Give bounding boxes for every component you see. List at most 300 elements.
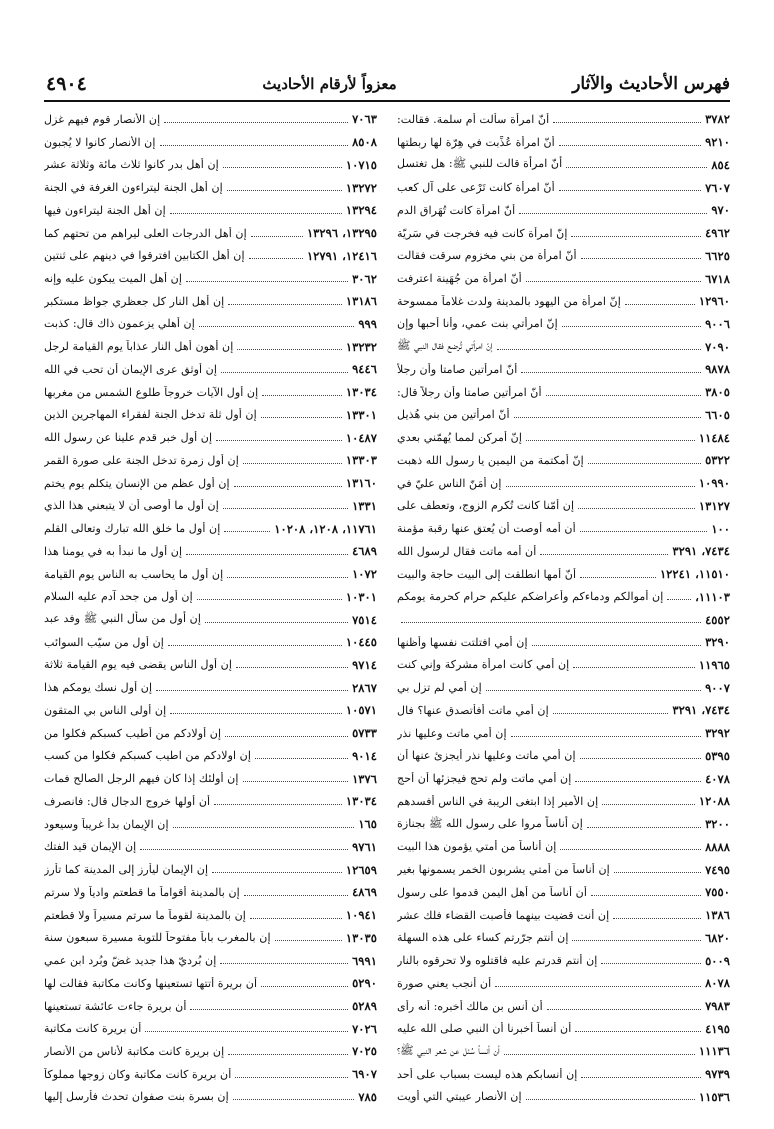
- hadith-ref-numbers: ٦٧١٨: [705, 271, 730, 286]
- hadith-ref-numbers: ١٠٧١٥: [345, 157, 377, 172]
- dot-leader: [532, 645, 702, 646]
- index-entry: [44, 131, 377, 154]
- hadith-text: إن أول زمرة تدخل الجنة على صورة القمر: [44, 453, 239, 467]
- hadith-ref-numbers: ٧٤٣٤، ٣٢٩١: [672, 544, 730, 559]
- hadith-text: إنّ أمكتمة من اليمين يا رسول الله ذهبت: [397, 453, 584, 467]
- hadith-ref-numbers: ١٣٣٠١: [345, 407, 377, 422]
- dot-leader: [205, 622, 348, 623]
- hadith-ref-numbers: ١٠٣٠١: [345, 589, 377, 604]
- hadith-ref-numbers: ٥٣٢٢: [705, 453, 730, 468]
- index-entry: [44, 1063, 377, 1086]
- hadith-ref-numbers: ١١١٠٣،: [695, 589, 730, 604]
- index-entry: [397, 472, 730, 495]
- dot-leader: [164, 122, 348, 123]
- hadith-ref-numbers: ١٠٩٤١: [345, 908, 377, 923]
- page-subtitle: معزواً لأرقام الأحاديث: [262, 75, 397, 93]
- hadith-ref-numbers: ١٣١٨٦: [345, 294, 377, 309]
- hadith-ref-numbers: ٥٧٣٣: [352, 726, 377, 741]
- index-entry: [397, 267, 730, 290]
- hadith-ref-numbers: ٦٦٠٥: [705, 407, 730, 422]
- dot-leader: [170, 713, 342, 714]
- index-entry: [44, 926, 377, 949]
- dot-leader: [224, 531, 270, 532]
- hadith-text: إن أهل بدر كانوا ثلاث مائة وثلاثة عشر: [44, 158, 219, 172]
- hadith-ref-numbers: ٤٦٨٩: [352, 544, 377, 559]
- dot-leader: [145, 1031, 348, 1032]
- hadith-text: إن أهل الجنة ليتراءون فيها: [44, 203, 166, 217]
- index-entry: [397, 767, 730, 790]
- hadith-text: أن أناساً من أهل اليمن قدموا على رسول: [397, 885, 587, 899]
- hadith-text: إنّ أمركن لمما يُهمّني بعدي: [397, 431, 522, 445]
- index-entry: [44, 494, 377, 517]
- hadith-ref-numbers: ٧٥١٤: [352, 612, 377, 627]
- hadith-ref-numbers: ٣٢٠٠: [705, 817, 730, 832]
- hadith-text: إن أول نسك يومكم هذا: [44, 681, 153, 695]
- index-entry: [44, 1017, 377, 1040]
- hadith-text: إن أول من سأل النبي ﷺ وفد عبد: [44, 612, 201, 626]
- dot-leader: [220, 963, 348, 964]
- dot-leader: [173, 827, 355, 828]
- hadith-text: إن بُرديّ هذا جديد غضّ وبُرد ابن عمي: [44, 954, 217, 968]
- hadith-ref-numbers: ٥٢٩٠: [352, 976, 377, 991]
- hadith-text: إن أموالكم ودماءكم وأعراضكم عليكم حرام كحرمة يومكم: [397, 590, 664, 604]
- dot-leader: [581, 258, 701, 259]
- hadith-ref-numbers: ٢٨٦٧: [352, 680, 377, 695]
- hadith-text: إنّ امرأة من اليهود بالمدينة ولدت غلاماً ممسوحة: [397, 294, 621, 308]
- hadith-text: إن أهل النار كل جعظري جواظ مستكبر: [44, 294, 225, 308]
- index-entry: [44, 381, 377, 404]
- dot-leader: [553, 122, 701, 123]
- dot-leader: [521, 372, 701, 373]
- hadith-ref-numbers: ١٠٥٧١: [345, 703, 377, 718]
- dot-leader: [235, 1077, 348, 1078]
- dot-leader: [160, 145, 349, 146]
- hadith-ref-numbers: ٤٨٦٩: [352, 885, 377, 900]
- hadith-ref-numbers: ٤٩٦٢: [705, 226, 730, 241]
- hadith-ref-numbers: ٧٠٦٣: [352, 112, 377, 127]
- index-entry: [44, 813, 377, 836]
- dot-leader: [540, 554, 668, 555]
- index-entry: [44, 108, 377, 131]
- hadith-ref-numbers: ١٠٩٩٠: [698, 476, 730, 491]
- hadith-text: إن بالمدينة أقواماً ما قطعتم وادياً ولا سرتم: [44, 885, 240, 899]
- hadith-text: إن أولادكم من أطيب كسبكم فكلوا من: [44, 726, 222, 740]
- hadith-text: إن بالمغرب باباً مفتوحاً للتوبة مسيرة سبعون سنة: [44, 931, 271, 945]
- right-column: [397, 108, 730, 1108]
- hadith-ref-numbers: ١٢٦٥٩: [345, 862, 377, 877]
- dot-leader: [244, 895, 348, 896]
- hadith-ref-numbers: ٣٠٦٢: [352, 271, 377, 286]
- dot-leader: [562, 326, 701, 327]
- dot-leader: [559, 145, 701, 146]
- hadith-text: إن أول الآيات خروجاً طلوع الشمس من مغربها: [44, 385, 259, 399]
- hadith-ref-numbers: ٦٩٩١: [352, 953, 377, 968]
- index-entry: [44, 699, 377, 722]
- hadith-ref-numbers: ١٠٤٤٥: [345, 635, 377, 650]
- hadith-ref-numbers: ٩٨٧٨: [705, 362, 730, 377]
- dot-leader: [221, 372, 348, 373]
- hadith-text: إن اولادكم من اطيب كسبكم فكلوا من كسب: [44, 749, 251, 763]
- hadith-ref-numbers: ٨٥٤: [711, 157, 730, 172]
- hadith-ref-numbers: ١١٩٦٥: [698, 657, 730, 672]
- hadith-text: إن أنتم قدرتم عليه فاقتلوه ولا تحرقوه بالنار: [397, 954, 598, 968]
- index-entry: [397, 585, 730, 608]
- hadith-text: إن أهل الدرجات العلى ليراهم من تحتهم كما: [44, 226, 247, 240]
- dot-leader: [613, 918, 701, 919]
- hadith-text: إن أول ثلة تدخل الجنة لفقراء المهاجرين الذين: [44, 408, 257, 422]
- index-entry: [397, 722, 730, 745]
- index-entry: [44, 1086, 377, 1109]
- hadith-text: أنّ امرأة من جُهَينة اعترفت: [397, 272, 522, 285]
- left-column: [44, 108, 377, 1108]
- hadith-ref-numbers: ١١٧٦١، ١٢٠٨، ١٠٢٠٨: [274, 521, 377, 536]
- index-entry: [397, 108, 730, 131]
- dot-leader: [580, 758, 702, 759]
- hadith-text: إن أول ما أوصى أن لا يتبعني هذا الذي: [44, 499, 219, 513]
- index-entry: [397, 358, 730, 381]
- index-columns: [44, 108, 730, 1108]
- dot-leader: [667, 599, 691, 600]
- dot-leader: [566, 167, 707, 168]
- index-entry: [44, 858, 377, 881]
- dot-leader: [227, 577, 348, 578]
- index-entry: [44, 153, 377, 176]
- hadith-ref-numbers: ١٣٧٦: [352, 771, 377, 786]
- hadith-text: أنّ امرأة من بني مخزوم سرقت فقالت: [397, 249, 577, 263]
- index-entry: [44, 585, 377, 608]
- hadith-text: أنّ امرأتين صامتا وأن رجلاً قال:: [397, 385, 542, 399]
- dot-leader: [511, 736, 701, 737]
- hadith-ref-numbers: ١٠٠: [711, 521, 730, 536]
- hadith-ref-numbers: ١٣٢٩٤: [345, 203, 377, 218]
- dot-leader: [526, 440, 695, 441]
- hadith-text: إن أول ما نبدأ به في يومنا هذا: [44, 544, 183, 558]
- hadith-ref-numbers: ٧٥٥٠: [705, 885, 730, 900]
- index-entry: [44, 517, 377, 540]
- index-entry: [397, 745, 730, 768]
- index-entry: [397, 1017, 730, 1040]
- dot-leader: [227, 190, 342, 191]
- hadith-text: إن أناساً من أمتي يشربون الخمر يسمونها بغير: [397, 863, 610, 877]
- hadith-text: إن أمي ماتت وعليها نذر أيجزئ عنها أن: [397, 749, 576, 763]
- dot-leader: [251, 236, 303, 237]
- hadith-text: إن أنت قضيت بينهما فأصبت القضاء فلك عشر: [397, 908, 610, 922]
- hadith-ref-numbers: ١١٥١٠، ١٢٢٤١: [659, 567, 730, 582]
- dot-leader: [575, 781, 701, 782]
- hadith-text: إن أناساً مروا على رسول الله ﷺ بجنازة: [397, 816, 583, 830]
- dot-leader: [170, 213, 342, 214]
- hadith-text: إن أهل الميت يبكون عليه وإنه: [44, 272, 182, 285]
- hadith-text: إن أمي ماتت ولم تحج فيجزئها أن أحج: [397, 772, 572, 786]
- dot-leader: [262, 395, 342, 396]
- index-entry: [44, 767, 377, 790]
- dot-leader: [186, 281, 348, 282]
- index-entry: [397, 995, 730, 1018]
- hadith-ref-numbers: ١٣١٦٠: [345, 476, 377, 491]
- index-entry: [397, 426, 730, 449]
- hadith-ref-numbers: ١٣٠٣٤: [345, 385, 377, 400]
- index-entry: [44, 949, 377, 972]
- index-entry: [397, 222, 730, 245]
- index-entry: [397, 381, 730, 404]
- hadith-text: أن بريرة كانت مكاتبة وكان زوجها مملوكاً: [44, 1067, 232, 1081]
- hadith-text: إن أولى الناس بي المتقون: [44, 703, 167, 717]
- page-number: ٤٩٠٤: [46, 73, 87, 95]
- hadith-ref-numbers: ٨٠٧٨: [705, 976, 730, 991]
- index-entry: [44, 972, 377, 995]
- hadith-ref-numbers: ١٣٢٣٢: [345, 339, 377, 354]
- hadith-ref-numbers: ٩٧٦١: [352, 839, 377, 854]
- hadith-text: أن بريرة أتتها تستعينها وكانت مكاتبة فقالت لها: [44, 976, 258, 990]
- hadith-text: أن أولها خروج الدجال قال: فانصرف: [44, 794, 211, 808]
- hadith-text: أن بريرة كانت مكاتبة: [44, 1022, 142, 1036]
- dot-leader: [519, 213, 707, 214]
- index-entry: [44, 904, 377, 927]
- hadith-ref-numbers: ٧٨٥: [358, 1089, 377, 1104]
- hadith-text: إن أمّنا كانت تُكرم الزوج، وتعطف على: [397, 499, 575, 513]
- index-entry: [44, 540, 377, 563]
- hadith-text: إن أول عظم من الإنسان يتكلم يوم يختم: [44, 476, 230, 490]
- hadith-text: إن أمي لم تزل بي: [397, 681, 482, 695]
- dot-leader: [497, 349, 701, 350]
- hadith-text: أن أنجب يعني صورة: [397, 976, 492, 990]
- hadith-ref-numbers: ٩٠٠٧: [705, 680, 730, 695]
- index-entry: [44, 790, 377, 813]
- index-entry: [397, 676, 730, 699]
- hadith-text: إن أول من سيّب السوائب: [44, 635, 164, 649]
- index-entry: [397, 972, 730, 995]
- dot-leader: [614, 872, 701, 873]
- index-entry: [44, 676, 377, 699]
- hadith-text: إن أمي ماتت وعليها نذر: [397, 726, 507, 740]
- hadith-ref-numbers: ٣٢٩٢: [705, 726, 730, 741]
- index-entry: [397, 540, 730, 563]
- index-entry: [397, 813, 730, 836]
- hadith-text: إن أول الناس يقضى فيه يوم القيامة ثلاثة: [44, 658, 233, 672]
- dot-leader: [140, 849, 348, 850]
- hadith-ref-numbers: ١٣١٢٧: [698, 498, 730, 513]
- dot-leader: [225, 736, 348, 737]
- index-entry: [397, 608, 730, 631]
- hadith-ref-numbers: ٩٠١٤: [352, 748, 377, 763]
- hadith-ref-numbers: ١٢٠٨٨: [698, 794, 730, 809]
- hadith-text: أن بريرة جاءت عائشة تستعينها: [44, 999, 187, 1013]
- hadith-text: إن الإيمان قيد الفتك: [44, 840, 137, 854]
- hadith-ref-numbers: ٨٨٨٨: [705, 839, 730, 854]
- dot-leader: [601, 963, 701, 964]
- dot-leader: [228, 304, 342, 305]
- hadith-text: إنّ امرأتي تُرضع فقال النبي ﷺ: [397, 339, 493, 353]
- hadith-text: إن أول ما خلق الله تبارك وتعالى القلم: [44, 522, 221, 536]
- index-entry: [44, 995, 377, 1018]
- dot-leader: [249, 258, 303, 259]
- index-entry: [44, 631, 377, 654]
- hadith-text: إن أنتم جرّرتم كساء على هذه السهلة: [397, 931, 569, 945]
- page-title: فهرس الأحاديث والآثار: [572, 74, 730, 94]
- dot-leader: [212, 872, 342, 873]
- index-entry: [397, 517, 730, 540]
- hadith-ref-numbers: ١١٤٨٤: [698, 430, 730, 445]
- hadith-text: إن أمي كانت امرأة مشركة وإني كنت: [397, 658, 570, 672]
- dot-leader: [573, 667, 695, 668]
- dot-leader: [581, 1077, 701, 1078]
- dot-leader: [401, 622, 701, 623]
- dot-leader: [261, 417, 342, 418]
- hadith-ref-numbers: ٧٠٢٦: [352, 1021, 377, 1036]
- hadith-text: إن بسرة بنت صفوان تحدث فأرسل إليها: [44, 1090, 229, 1104]
- index-entry: [44, 335, 377, 358]
- hadith-text: إن الأنصار قوم فيهم غزل: [44, 112, 161, 126]
- hadith-ref-numbers: ٣٢٩٠: [705, 635, 730, 650]
- dot-leader: [275, 940, 342, 941]
- dot-leader: [506, 486, 695, 487]
- hadith-text: إن أول ما يحاسب به الناس يوم القيامة: [44, 567, 224, 581]
- hadith-ref-numbers: ٤٠٧٨: [705, 771, 730, 786]
- dot-leader: [547, 1009, 701, 1010]
- hadith-ref-numbers: ١٢٤١٦، ١٢٧٩١: [306, 248, 377, 263]
- dot-leader: [156, 690, 348, 691]
- dot-leader: [526, 281, 701, 282]
- dot-leader: [588, 463, 701, 464]
- dot-leader: [250, 918, 342, 919]
- dot-leader: [199, 326, 354, 327]
- index-entry: [397, 699, 730, 722]
- hadith-ref-numbers: ١٣٣٠٣: [345, 453, 377, 468]
- hadith-ref-numbers: ١٣٨٦: [705, 908, 730, 923]
- index-entry: [397, 244, 730, 267]
- dot-leader: [243, 781, 349, 782]
- dot-leader: [560, 849, 701, 850]
- dot-leader: [255, 758, 348, 759]
- dot-leader: [575, 1031, 701, 1032]
- hadith-ref-numbers: ١٦٥: [358, 817, 377, 832]
- hadith-text: أنّ امرأة كانت تَرْعى على آل كعب: [397, 181, 555, 195]
- index-entry: [397, 335, 730, 358]
- hadith-ref-numbers: ٩٩٩: [358, 316, 377, 331]
- index-entry: [397, 1040, 730, 1063]
- dot-leader: [486, 690, 701, 691]
- hadith-ref-numbers: ١٣٣١: [352, 498, 377, 513]
- index-entry: [44, 199, 377, 222]
- dot-leader: [236, 667, 348, 668]
- hadith-ref-numbers: ١٣٢٩٥، ١٣٢٩٦: [306, 226, 377, 241]
- hadith-text: أن أنس بن مالك أخبره: أنه رأى: [397, 999, 543, 1013]
- dot-leader: [234, 486, 342, 487]
- dot-leader: [197, 599, 342, 600]
- dot-leader: [546, 395, 702, 396]
- hadith-text: إن أول من جحد آدم عليه السلام: [44, 590, 193, 604]
- dot-leader: [571, 236, 701, 237]
- dot-leader: [591, 895, 701, 896]
- index-entry: [397, 449, 730, 472]
- hadith-ref-numbers: ٧٩٨٣: [705, 999, 730, 1013]
- index-entry: [397, 881, 730, 904]
- dot-leader: [214, 804, 342, 805]
- hadith-text: إن أول خبر قدم علينا عن رسول الله: [44, 431, 213, 445]
- index-entry: [397, 290, 730, 313]
- hadith-text: أنّ امرأتين صامتا وأن رجلاً: [397, 362, 518, 376]
- hadith-ref-numbers: ٩٤٤٦: [352, 362, 377, 377]
- hadith-ref-numbers: ٤١٩٥: [705, 1021, 730, 1036]
- dot-leader: [580, 531, 708, 532]
- index-entry: [397, 131, 730, 154]
- dot-leader: [243, 463, 342, 464]
- page-header: [46, 70, 730, 98]
- dot-leader: [168, 645, 342, 646]
- index-entry: [397, 790, 730, 813]
- hadith-text: إن أمي افتلتت نفسها وأظنها: [397, 635, 528, 649]
- index-entry: [44, 404, 377, 427]
- dot-leader: [587, 827, 701, 828]
- hadith-ref-numbers: ٩٢١٠: [705, 135, 730, 150]
- hadith-text: أن أمه أوصت أن يُعتق عنها رقبة مؤمنة: [397, 522, 576, 536]
- index-entry: [397, 1063, 730, 1086]
- index-entry: [397, 494, 730, 517]
- hadith-text: إن أهل الجنة ليتراءون الغرفة في الجنة: [44, 181, 223, 195]
- hadith-ref-numbers: ٥٠٠٩: [705, 953, 730, 968]
- hadith-ref-numbers: ٤٥٥٢: [705, 612, 730, 627]
- index-entry: [44, 563, 377, 586]
- index-entry: [397, 858, 730, 881]
- dot-leader: [228, 1054, 348, 1055]
- hadith-text: إن الأنصار كانوا لا يُجبون: [44, 135, 156, 149]
- hadith-ref-numbers: ٦٦٢٥: [705, 248, 730, 263]
- dot-leader: [261, 986, 348, 987]
- index-entry: [44, 267, 377, 290]
- hadith-ref-numbers: ٧٤٩٥: [705, 862, 730, 877]
- header-divider: [44, 100, 730, 102]
- hadith-text: إنّ امرأتي بنت عمي، وأنا أحبها وإن: [397, 317, 558, 331]
- dot-leader: [233, 1099, 355, 1100]
- hadith-text: إن أولئك إذا كان فيهم الرجل الصالح فمات: [44, 772, 239, 786]
- dot-leader: [514, 417, 701, 418]
- hadith-ref-numbers: ٩٧٠: [711, 203, 730, 218]
- index-entry: [44, 426, 377, 449]
- index-entry: [397, 949, 730, 972]
- hadith-text: إن أوثق عرى الإيمان أن تحب في الله: [44, 362, 218, 376]
- dot-leader: [190, 1009, 348, 1010]
- index-entry: [397, 153, 730, 176]
- dot-leader: [553, 713, 669, 714]
- index-entry: [397, 563, 730, 586]
- hadith-ref-numbers: ١١٥٣٦: [698, 1089, 730, 1104]
- hadith-ref-numbers: ٨٥٠٨: [352, 135, 377, 150]
- index-entry: [397, 904, 730, 927]
- hadith-ref-numbers: ٦٨٢٠: [705, 930, 730, 945]
- hadith-text: إن الإيمان ليأرز إلى المدينة كما تأرز: [44, 863, 209, 877]
- index-entry: [44, 313, 377, 336]
- hadith-text: إن الأنصار عيبتي التي أويت: [397, 1090, 522, 1104]
- hadith-text: إنّ امرأة كانت فيه فخرجت في سَرِيّة: [397, 226, 568, 240]
- index-entry: [397, 176, 730, 199]
- hadith-ref-numbers: ٣٧٨٢: [705, 112, 730, 127]
- hadith-ref-numbers: ٧٦٠٧: [705, 180, 730, 195]
- index-entry: [397, 926, 730, 949]
- hadith-ref-numbers: ١٣٢٧٢: [345, 180, 377, 195]
- hadith-ref-numbers: ١٣٠٣٥: [345, 930, 377, 945]
- hadith-ref-numbers: ٦٩٠٧: [352, 1067, 377, 1082]
- hadith-ref-numbers: ٧٠٢٥: [352, 1044, 377, 1059]
- hadith-text: أن أنساً أخبرنا أن النبي صلى الله عليه: [397, 1022, 572, 1036]
- index-entry: [44, 881, 377, 904]
- hadith-ref-numbers: ٥٣٩٥: [705, 748, 730, 763]
- index-entry: [397, 313, 730, 336]
- dot-leader: [216, 440, 342, 441]
- index-entry: [44, 836, 377, 859]
- hadith-text: إن الإيمان بدأ غريباً وسيعود: [44, 817, 169, 831]
- dot-leader: [559, 190, 701, 191]
- index-entry: [397, 654, 730, 677]
